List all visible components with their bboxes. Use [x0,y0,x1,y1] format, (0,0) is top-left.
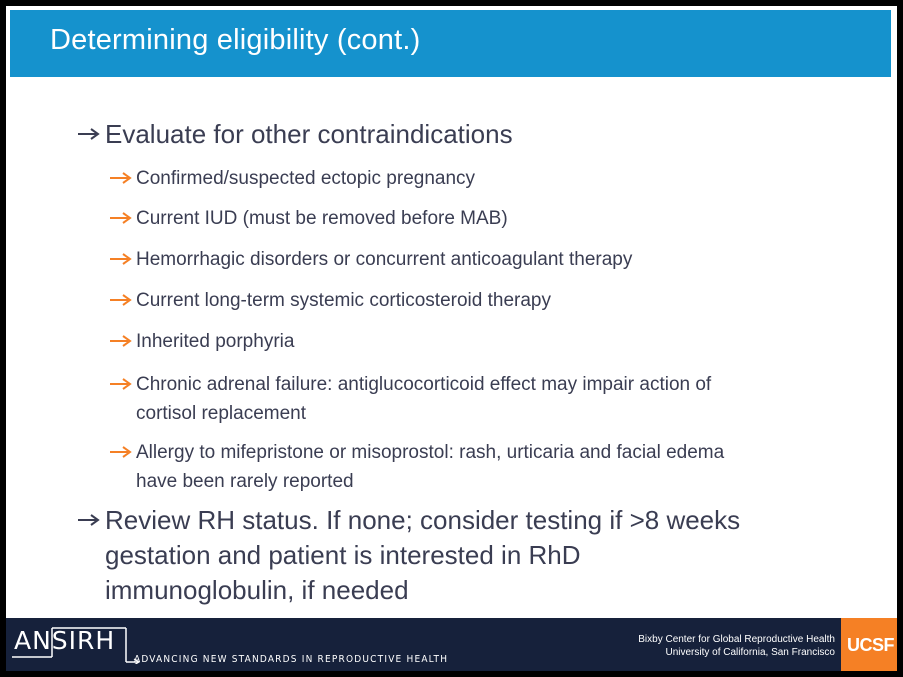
sub-bullet-text: Confirmed/suspected ectopic pregnancy [136,168,476,189]
bullet-review-text-cont: gestation and patient is interested in RhD [105,540,581,570]
ansirh-tagline: ADVANCING NEW STANDARDS IN REPRODUCTIVE HEALTH [134,654,449,665]
arrow-right-icon [108,438,136,467]
sub-bullet-text: Current IUD (must be removed before MAB) [136,208,508,229]
arrow-right-icon [108,286,136,315]
university-name: University of California, San Francisco [665,647,835,658]
ucsf-logo-text: UCSF [847,635,894,655]
center-name: Bixby Center for Global Reproductive Health [638,634,835,645]
sub-bullet-text: Allergy to mifepristone or misoprostol: rash, urticaria and facial edema [136,442,725,463]
arrow-right-icon [76,502,104,538]
bullet-review-text: Review RH status. If none; consider testing if >8 weeks [105,505,741,535]
bullet-evaluate-text: Evaluate for other contraindications [105,119,513,149]
arrow-right-icon [108,327,136,356]
sub-bullet-text: Current long-term systemic corticosteroid therapy [136,290,551,311]
slide [6,6,897,671]
sub-bullet-text-cont: have been rarely reported [136,471,354,492]
sub-bullet-text: Chronic adrenal failure: antiglucocorticoid effect may impair action of [136,374,712,395]
bullet-review-text-cont2: immunoglobulin, if needed [105,575,409,605]
sub-bullet-text-cont: cortisol replacement [136,403,307,424]
footer-bar [6,618,897,671]
sub-bullet-text: Inherited porphyria [136,331,295,352]
sub-bullet-text: Hemorrhagic disorders or concurrent anticoagulant therapy [136,249,633,270]
arrow-right-icon [108,370,136,399]
arrow-right-icon [76,116,104,152]
arrow-right-icon [108,164,136,193]
arrow-right-icon [108,245,136,274]
arrow-right-icon [108,204,136,233]
ucsf-logo [841,618,897,671]
slide-content [6,6,897,606]
bixby-center-info [638,633,835,659]
ansirh-logo: ANSIRH [14,626,116,655]
slide-title: Determining eligibility (cont.) [50,24,421,56]
